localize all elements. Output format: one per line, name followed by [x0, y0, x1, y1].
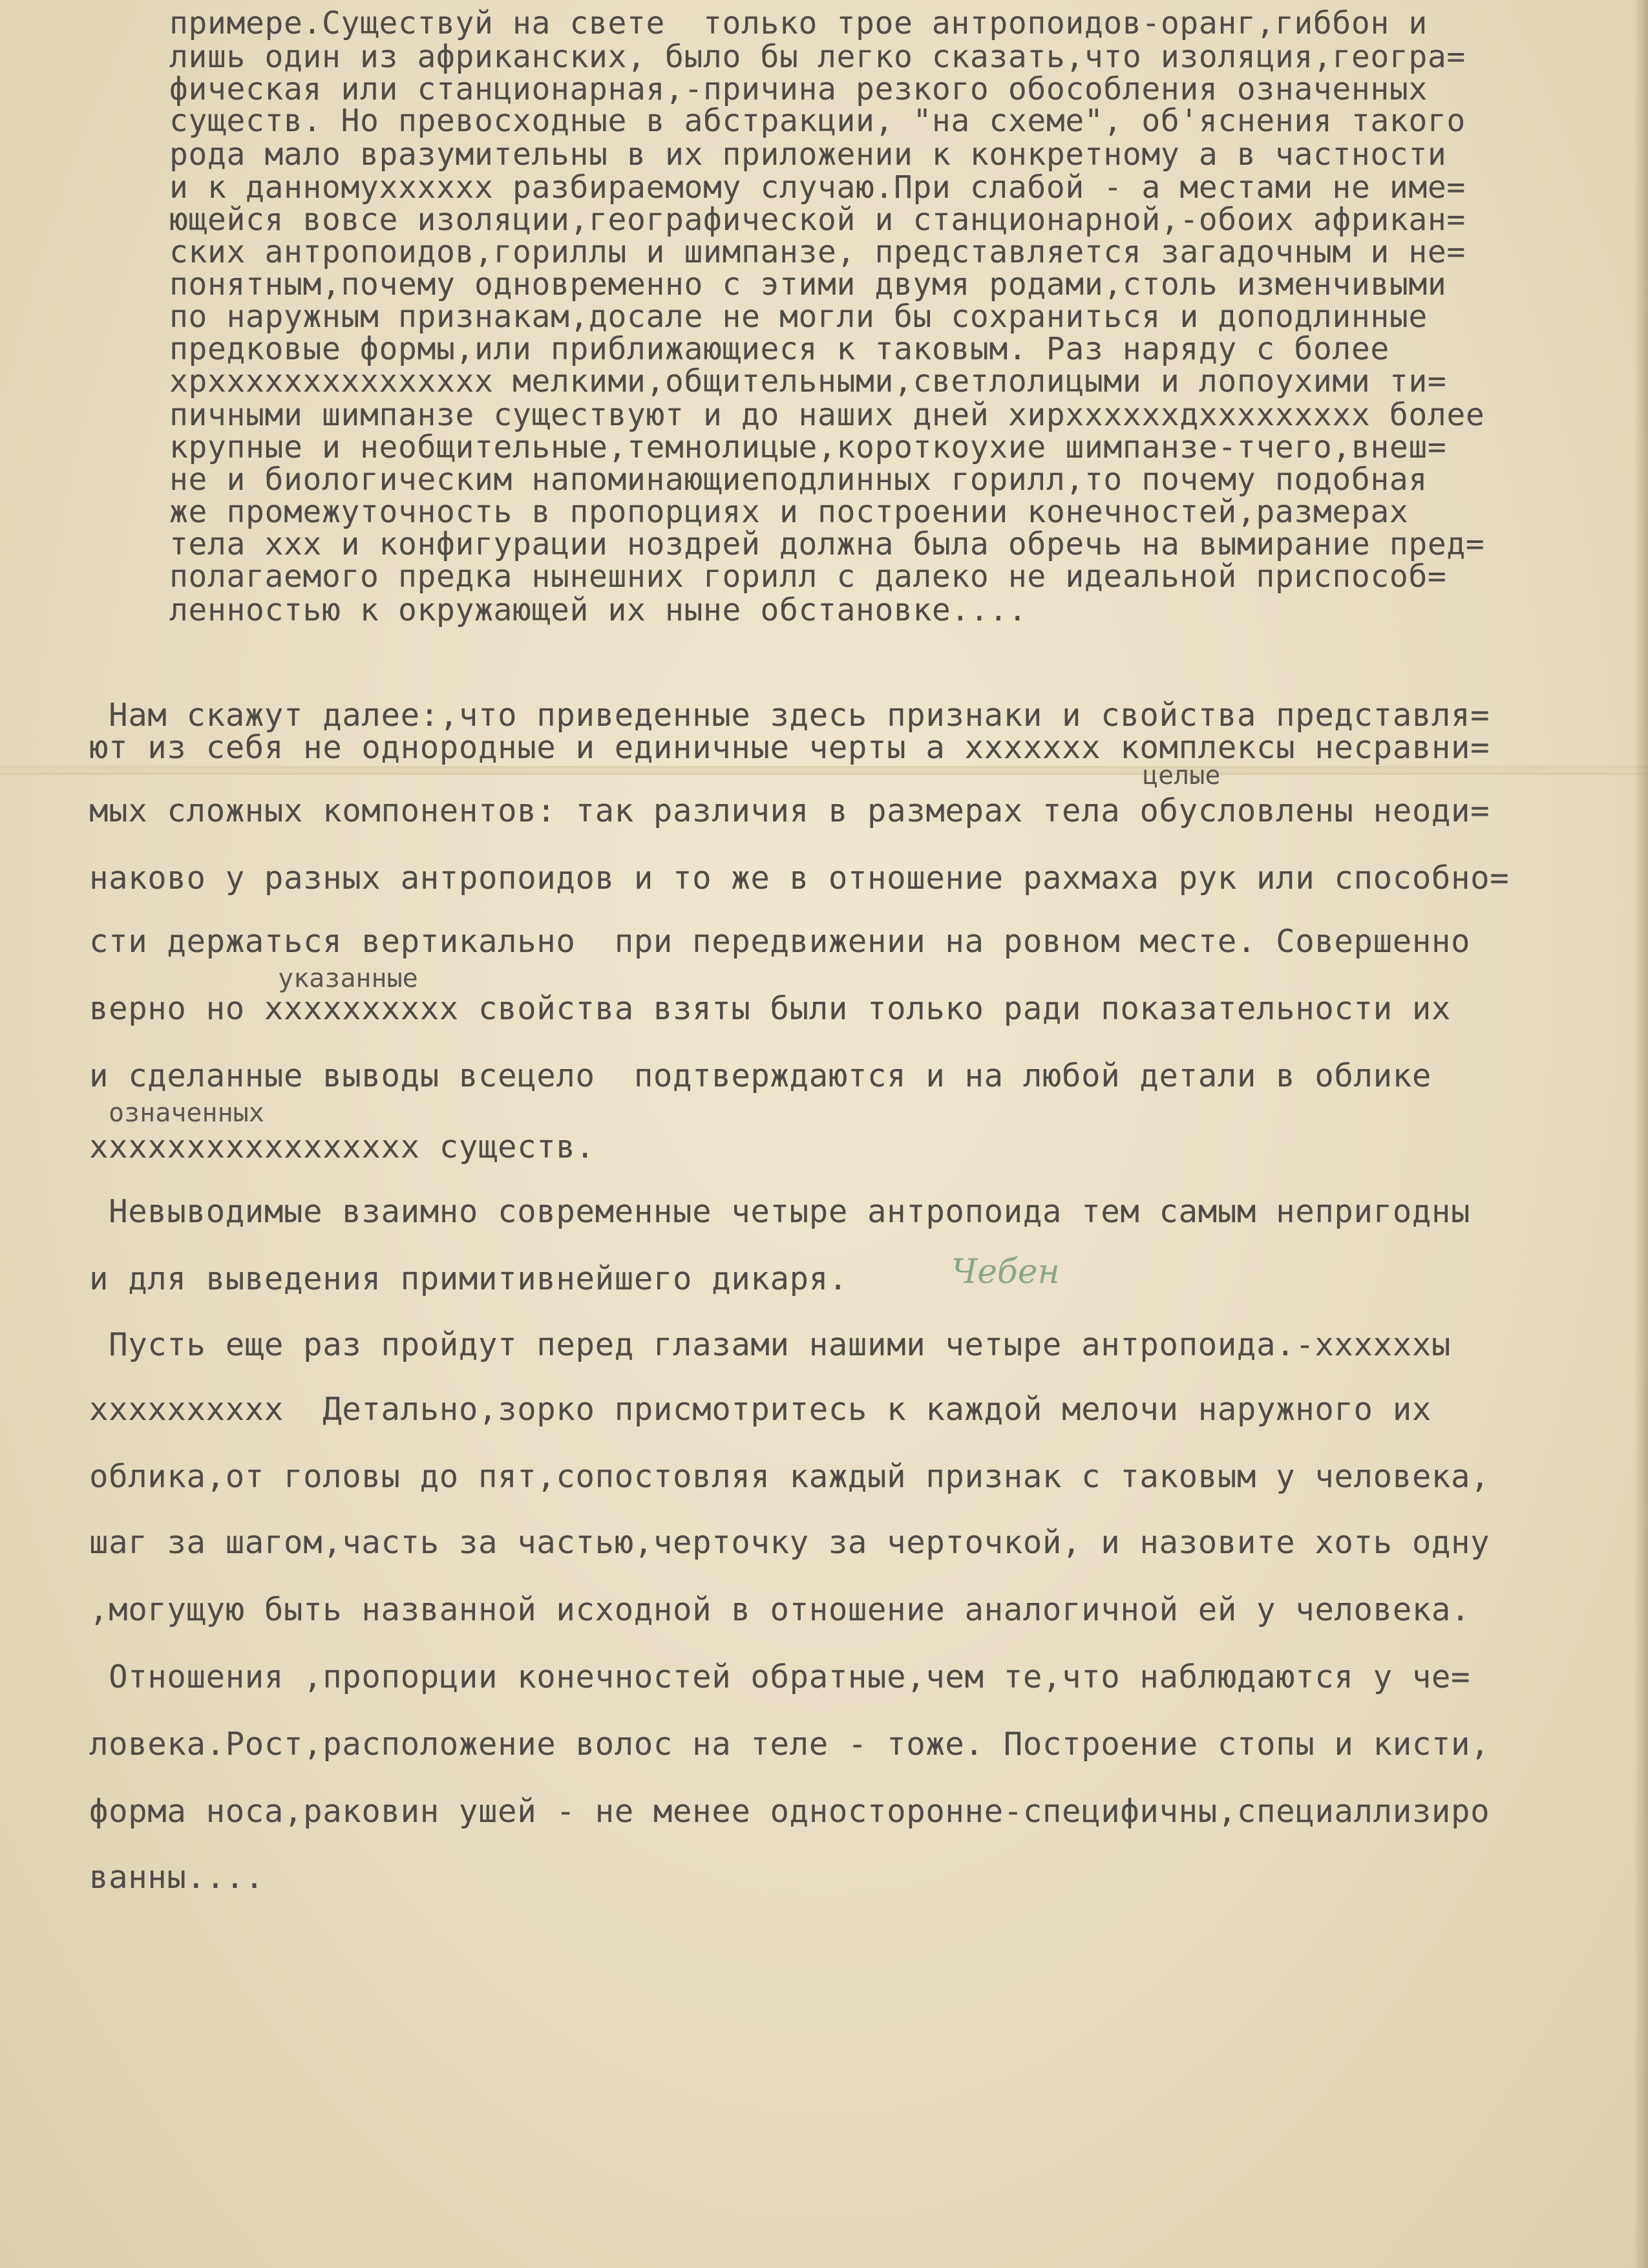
text-line: наково у разных антропоидов и то же в отношение рахмаха рук или способно= — [89, 860, 1510, 896]
text-line: по наружным признакам,досале не могли бы сохраниться и доподлинные — [169, 299, 1428, 335]
text-line: Невыводимые взаимно современные четыре антропоида тем самым непригодны — [89, 1193, 1471, 1230]
text-line: понятным,почему одновременно с этими двумя родами,столь изменчивыми — [169, 266, 1447, 302]
text-line: Пусть еще раз пройдут перед глазами нашими четыре антропоида.-ххххххы — [89, 1326, 1452, 1363]
text-line: ющейся вовсе изоляции,географической и станционарной,-обоих африкан= — [169, 202, 1466, 238]
text-line: Отношения ,пропорции конечностей обратные,чем те,что наблюдаются у че= — [89, 1659, 1471, 1695]
text-line: и к данномухххххх разбираемому случаю.При слабой - а местами не име= — [169, 169, 1466, 206]
text-line: мых сложных компонентов: так различия в размерах тела обусловлены неоди= — [89, 792, 1490, 829]
text-line: форма носа,раковин ушей - не менее односторонне-специфичны,специаллизиро — [89, 1793, 1490, 1830]
text-line: хрххххххххххххххх мелкими,общительными,светлолицыми и лопоухими ти= — [169, 363, 1447, 399]
text-line: ловека.Рост,расположение волос на теле - тоже. Построение стопы и кисти, — [89, 1726, 1490, 1763]
text-line: существ. Но превосходные в абстракции, "на схеме", об'яснения такого — [169, 103, 1466, 139]
text-line: шаг за шагом,часть за частью,черточку за черточкой, и назовите хоть одну — [89, 1524, 1490, 1561]
text-line: ванны.... — [89, 1859, 264, 1896]
text-line: ,могущую быть названной исходной в отношение аналогичной ей у человека. — [89, 1591, 1471, 1628]
text-line: лишь один из африканских, было бы легко сказать,что изоляция,геогра= — [169, 39, 1466, 75]
text-line: рода мало вразумительны в их приложении к конкретному а в частности — [169, 136, 1447, 173]
text-line: тела ххх и конфигурации ноздрей должна была обречь на вымирание пред= — [169, 526, 1485, 562]
text-line: и сделанные выводы всецело подтверждаются и на любой детали в облике — [89, 1057, 1431, 1094]
text-line: же промежуточность в пропорциях и построении конечностей,размерах — [169, 494, 1409, 530]
text-line: сти держаться вертикально при передвижении на ровном месте. Совершенно — [89, 923, 1471, 960]
text-line: примере.Существуй на свете только трое антропоидов-оранг,гиббон и — [169, 5, 1428, 41]
typed-insertion: целые — [1143, 761, 1221, 790]
text-line: ских антропоидов,гориллы и шимпанзе, представляется загадочным и не= — [169, 234, 1466, 270]
handwritten-margin-note: Чебен — [951, 1253, 1060, 1291]
typed-insertion: указанные — [278, 964, 418, 993]
text-line: предковые формы,или приближающиеся к таковым. Раз наряду с более — [169, 331, 1389, 367]
text-line: крупные и необщительные,темнолицые,короткоухие шимпанзе-тчего,внеш= — [169, 429, 1447, 465]
text-line: полагаемого предка нынешних горилл с далеко не идеальной приспособ= — [169, 558, 1447, 595]
text-line: ют из себя не однородные и единичные черты а ххххххх комплексы несравни= — [89, 729, 1490, 766]
text-line: Нам скажут далее:,что приведенные здесь признаки и свойства представля= — [89, 697, 1490, 734]
text-line: облика,от головы до пят,сопостовляя каждый признак с таковым у человека, — [89, 1458, 1490, 1495]
text-line: ленностью к окружающей их ныне обстановке.... — [169, 592, 1028, 628]
text-line: ххххххххххххххххх существ. — [89, 1129, 595, 1165]
page-edge-shadow — [1634, 0, 1648, 2268]
text-line: пичными шимпанзе существуют и до наших дней хирххххххдххххххххх более — [169, 397, 1485, 433]
text-line: хххххххххх Детально,зорко присмотритесь к каждой мелочи наружного их — [89, 1391, 1431, 1428]
page-fold — [0, 766, 1648, 775]
text-line: верно но хххххххххх свойства взяты были только ради показательности их — [89, 990, 1452, 1027]
text-line: фическая или станционарная,-причина резкого обособления означенных — [169, 71, 1428, 107]
text-line: не и биологическим напоминающиеподлинных горилл,то почему подобная — [169, 461, 1428, 498]
text-line: и для выведения примитивнейшего дикаря. — [89, 1260, 848, 1297]
typed-insertion: означенных — [109, 1098, 264, 1128]
